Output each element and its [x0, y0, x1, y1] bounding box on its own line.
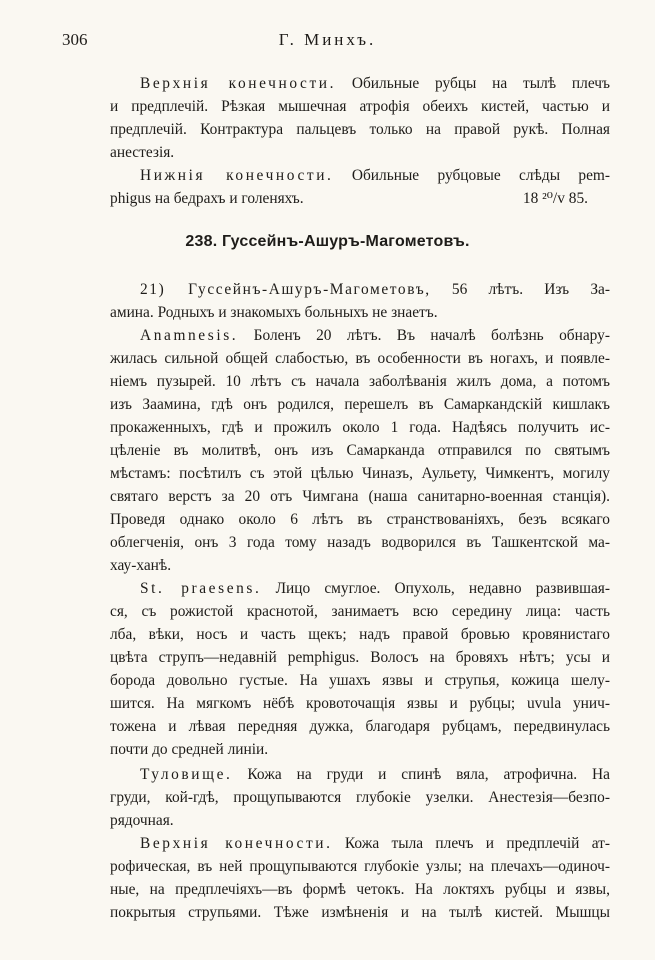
paragraph-line: предплечій. Контрактура пальцевъ только на правой рукѣ. Полная: [110, 121, 610, 138]
paragraph-line: и предплечій. Рѣзкая мышечная атрофія обеихъ кистей, частью и: [110, 98, 610, 115]
trunk-paragraph: [110, 763, 610, 832]
paragraph-line: рофическая, въ ней прощупываются глубокіе узлы; на плечахъ—одиноч-: [110, 858, 610, 875]
paragraph-line: Верхнія конечности. Кожа тыла плечъ и предплечій ат-: [140, 835, 610, 852]
paragraph-line: мѣстамъ: посѣтилъ съ этой цѣлью Чиназъ, Аульету, Чимкентъ, могилу: [110, 465, 610, 482]
section-label: Туловище.: [140, 766, 233, 783]
paragraph-line: прокаженныхъ, гдѣ и прожилъ около 1 года. Надѣясь получить ис-: [110, 419, 610, 436]
paragraph-line: жилась сильной общей слабостью, въ особенности въ ногахъ, и появле-: [110, 350, 610, 367]
case-heading: 238. Гуссейнъ-Ашуръ-Магометовъ.: [185, 233, 470, 250]
paragraph-line: борода довольно густые. На ушахъ язвы и струпья, кожица шелу-: [110, 672, 610, 689]
section-label: St. praesens.: [140, 580, 262, 597]
paragraph-line: Проведя однако около 6 лѣтъ въ странствованіяхъ, безъ всякаго: [110, 511, 610, 528]
paragraph-line: почти до средней линіи.: [110, 741, 269, 758]
paragraph-line: изъ Заамина, гдѣ онъ родился, перешелъ въ Самаркандскій кишлакъ: [110, 396, 610, 413]
lower-limbs-paragraph: [110, 164, 610, 210]
paragraph-line: ніемъ пузырей. 10 лѣтъ съ начала заболѣванія жилъ дома, а потомъ: [110, 373, 610, 390]
section-label: Нижнія конечности.: [140, 167, 334, 184]
section-label: Верхнія конечности.: [140, 835, 333, 852]
paragraph-line: Anamnesis. Боленъ 20 лѣтъ. Въ началѣ болѣзнь обнару-: [140, 327, 610, 344]
paragraph-line: амина. Родныхъ и знакомыхъ больныхъ не знаетъ.: [110, 304, 438, 321]
paragraph-line: St. praesens. Лицо смуглое. Опухоль, недавно развившая-: [140, 580, 610, 597]
status-praesens-paragraph: [110, 577, 610, 761]
paragraph-line: анестезія.: [110, 144, 175, 161]
paragraph-line: Туловище. Кожа на груди и спинѣ вяла, атрофична. На: [140, 766, 610, 783]
paragraph-line: лба, вѣки, носъ и часть щекъ; надъ правой бровью кровянистаго: [110, 626, 610, 643]
paragraph-line: ся, съ рожистой краснотой, занимаетъ всю середину лица: часть: [110, 603, 610, 620]
paragraph-line: Нижнія конечности. Обильные рубцовые слѣды pem-: [140, 167, 611, 184]
section-label: Anamnesis.: [140, 327, 239, 344]
page-header: [62, 30, 593, 54]
anamnesis-paragraph: [110, 324, 610, 577]
page-number: 306: [62, 30, 88, 49]
running-head: Г. Минхъ.: [278, 30, 377, 49]
patient-name: 21) Гуссейнъ-Ашуръ-Магометовъ,: [140, 281, 431, 298]
paragraph-line: 21) Гуссейнъ-Ашуръ-Магометовъ, 56 лѣтъ. Изъ За-: [140, 281, 610, 298]
paragraph-line: цвѣта струпъ—недавній pemphigus. Волосъ на бровяхъ нѣтъ; усы и: [110, 649, 610, 666]
paragraph-line: облегченія, онъ 3 года тому назадъ водворился въ Ташкентской ма-: [110, 534, 610, 551]
paragraph-line: груди, кой-гдѣ, прощупываются глубокіе узелки. Анестезія—безпо-: [110, 789, 610, 806]
paragraph-line: тожена и лѣвая передняя дужка, благодаря рубцамъ, передвинулась: [110, 718, 610, 735]
paragraph-line: хау-ханѣ.: [110, 557, 172, 574]
paragraph-line: phigus на бедрахъ и голеняхъ. 18 ²⁰/v 85.: [110, 187, 610, 210]
paragraph-line: покрытыя струпьями. Тѣже измѣненія и на тылѣ кистей. Мышцы: [110, 904, 610, 921]
upper-limbs-paragraph-2: [110, 832, 610, 924]
paragraph-line: цѣленіе въ молитвѣ, онъ изъ Самарканда отправился по святымъ: [110, 442, 610, 459]
section-label: Верхнія конечности.: [140, 75, 337, 92]
paragraph-line: святаго верстъ за 20 отъ Чимгана (наша санитарно-военная станція).: [110, 488, 610, 505]
date-stamp: 18 ²⁰/v 85.: [522, 190, 588, 207]
case-intro-paragraph: [110, 278, 610, 324]
paragraph-line: ные, на предплечіяхъ—въ формѣ четокъ. На локтяхъ рубцы и язвы,: [110, 881, 610, 898]
upper-limbs-paragraph: [110, 72, 610, 164]
paragraph-line: Верхнія конечности. Обильные рубцы на тылѣ плечъ: [140, 75, 610, 92]
paragraph-line: шится. На мягкомъ нёбѣ кровоточащія язвы и рубцы; uvula унич-: [110, 695, 610, 712]
paragraph-line: рядочная.: [110, 812, 174, 829]
